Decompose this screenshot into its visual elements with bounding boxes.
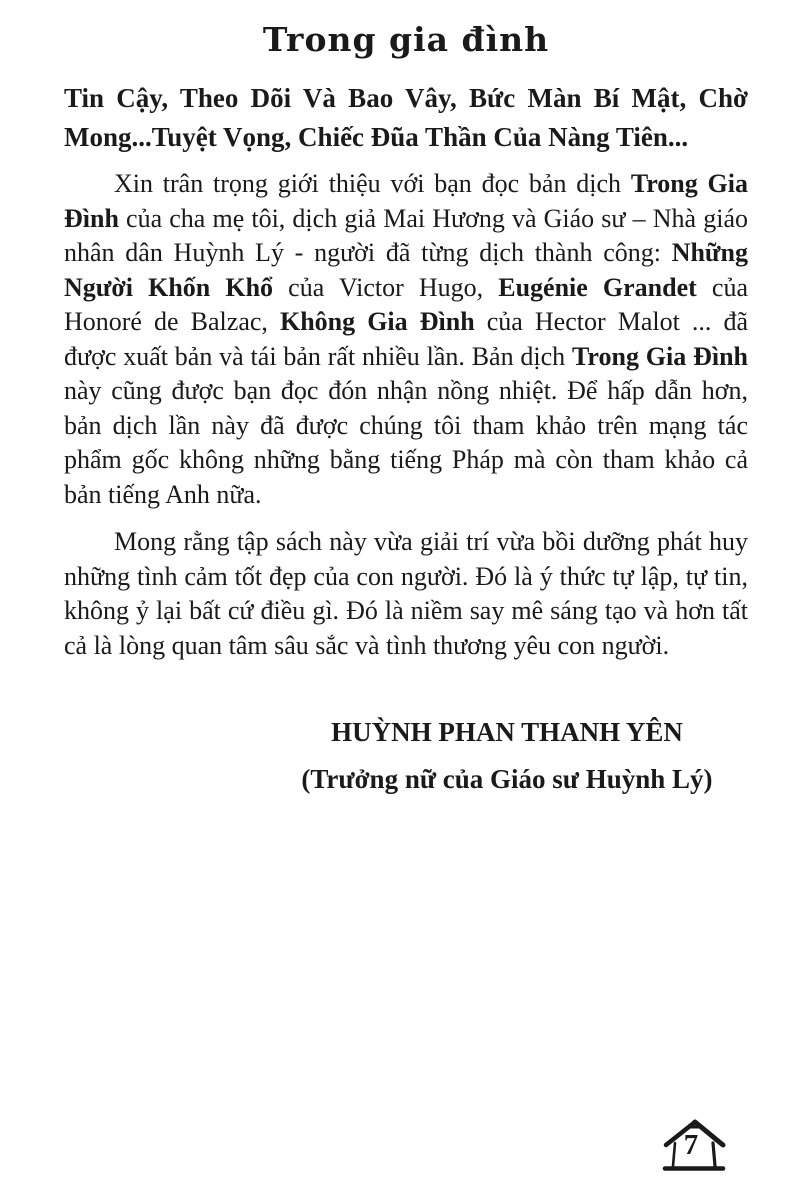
- signature-role: (Trưởng nữ của Giáo sư Huỳnh Lý): [301, 764, 713, 794]
- page-title: Trong gia đình: [262, 20, 550, 59]
- page-number: 7: [683, 1129, 699, 1161]
- paragraph-2: Mong rằng tập sách này vừa giải trí vừa bồi dưỡng phát huy những tình cảm tốt đẹp của con người. Đó là ý thức tự lập, tự tin, không ỷ lại bất cứ điều gì. Đó là niềm say mê sáng tạo và hơn tất cả là lòng quan tâm sâu sắc và tình thương yêu con người.: [64, 527, 748, 660]
- body-text: [64, 167, 748, 663]
- signature-name: HUỲNH PHAN THANH YÊN: [331, 717, 683, 747]
- paragraph-1: Xin trân trọng giới thiệu với bạn đọc bản dịch Trong Gia Đình của cha mẹ tôi, dịch giả Mai Hương và Giáo sư – Nhà giáo nhân dân Huỳnh Lý - người đã từng dịch thành công: Những Người Khốn Khổ của Victor Hugo, Eugénie Grandet của Honoré de Balzac, Không Gia Đình của Hector Malot ... đã được xuất bản và tái bản rất nhiều lần. Bản dịch Trong Gia Đình này cũng được bạn đọc đón nhận nồng nhiệt. Để hấp dẫn hơn, bản dịch lần này đã được chúng tôi tham khảo trên mạng tác phẩm gốc không những bằng tiếng Pháp mà còn tham khảo cả bản tiếng Anh nữa.: [64, 169, 749, 509]
- chapter-subtitle: Tin Cậy, Theo Dõi Và Bao Vây, Bức Màn Bí Mật, Chờ Mong...Tuyệt Vọng, Chiếc Đũa Thần Của Nàng Tiên...: [64, 83, 748, 152]
- signature-block: [272, 709, 742, 803]
- house-icon: [662, 1117, 726, 1175]
